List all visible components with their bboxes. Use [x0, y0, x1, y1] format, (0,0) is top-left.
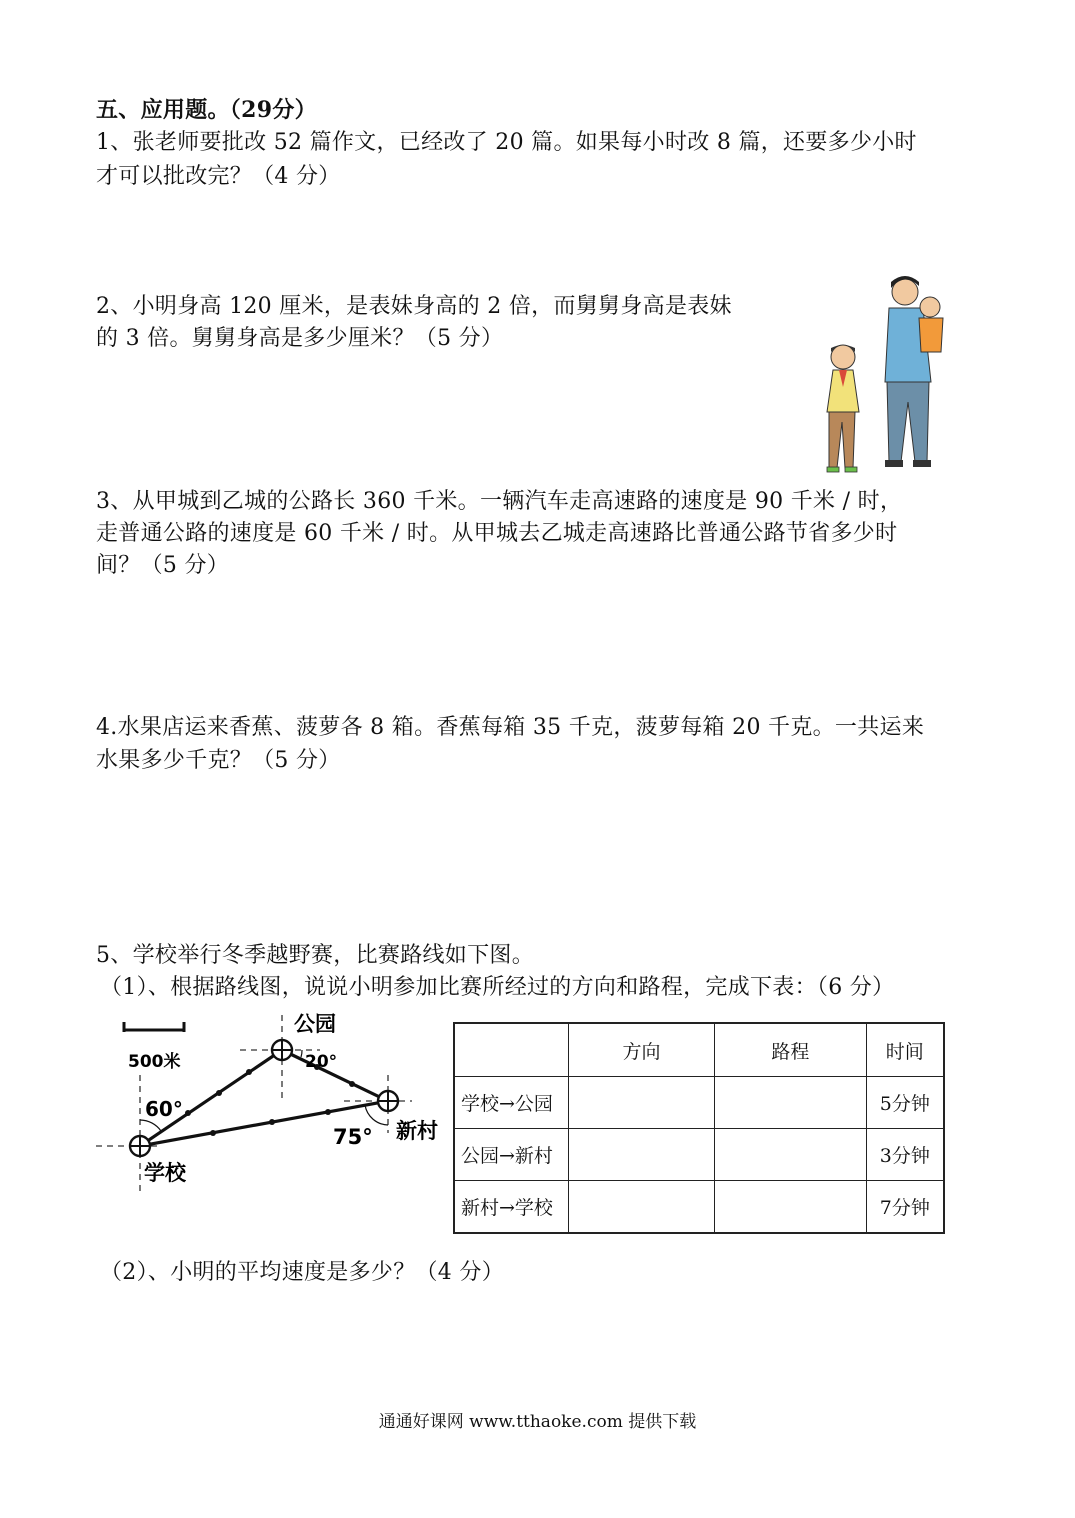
route-cell: 新村→学校 — [454, 1181, 568, 1234]
route-table — [453, 1022, 945, 1234]
problem-5-line-1: 5、学校举行冬季越野赛，比赛路线如下图。 — [96, 943, 534, 968]
table-row — [454, 1129, 944, 1181]
distance-cell[interactable] — [715, 1181, 866, 1234]
table-header-row — [454, 1023, 944, 1077]
place-label-village: 新村 — [396, 1119, 438, 1143]
time-cell: 3分钟 — [866, 1129, 944, 1181]
table-header-time: 时间 — [866, 1023, 944, 1077]
route-cell: 学校→公园 — [454, 1077, 568, 1129]
time-cell: 5分钟 — [866, 1077, 944, 1129]
table-row — [454, 1181, 944, 1234]
boy-figure — [827, 345, 859, 472]
problem-3-line-3: 间？（5 分） — [96, 553, 230, 578]
place-label-park: 公园 — [294, 1012, 336, 1036]
scale-bar — [124, 1022, 184, 1032]
table-header-route — [454, 1023, 568, 1077]
problem-2-line-2: 的 3 倍。舅舅身高是多少厘米？（5 分） — [96, 326, 504, 351]
direction-cell[interactable] — [568, 1077, 714, 1129]
place-label-school: 学校 — [144, 1161, 186, 1185]
angle-label-park: 20° — [305, 1052, 338, 1072]
table-header-distance: 路程 — [715, 1023, 866, 1077]
route-map — [92, 1005, 452, 1205]
problem-3-line-2: 走普通公路的速度是 60 千米 / 时。从甲城去乙城走高速路比普通公路节省多少时 — [96, 521, 898, 546]
route-cell: 公园→新村 — [454, 1129, 568, 1181]
problem-3-line-1: 3、从甲城到乙城的公路长 360 千米。一辆汽车走高速路的速度是 90 千米 / 时， — [96, 489, 903, 514]
time-cell: 7分钟 — [866, 1181, 944, 1234]
table-header-direction: 方向 — [568, 1023, 714, 1077]
section-title: 五、应用题。（29分） — [96, 97, 317, 123]
table-row — [454, 1077, 944, 1129]
page-footer: 通通好课网 www.tthaoke.com 提供下载 — [378, 1412, 697, 1432]
distance-cell[interactable] — [715, 1129, 866, 1181]
uncle-figure — [885, 276, 943, 467]
angle-label-village: 75° — [333, 1125, 373, 1149]
scale-label: 500米 — [128, 1052, 181, 1072]
direction-cell[interactable] — [568, 1181, 714, 1234]
problem-4-line-1: 4.水果店运来香蕉、菠萝各 8 箱。香蕉每箱 35 千克，菠萝每箱 20 千克。一共运来 — [96, 715, 925, 740]
angle-label-school: 60° — [145, 1097, 183, 1121]
problem-1-line-1: 1、张老师要批改 52 篇作文，已经改了 20 篇。如果每小时改 8 篇，还要多少小时 — [96, 130, 917, 155]
problem-1-line-2: 才可以批改完？（4 分） — [96, 164, 341, 189]
problem-5-line-2: （1）、根据路线图，说说小明参加比赛所经过的方向和路程，完成下表：（6 分） — [100, 975, 895, 1000]
sub-question-2: （2）、小明的平均速度是多少？（4 分） — [100, 1260, 504, 1285]
direction-cell[interactable] — [568, 1129, 714, 1181]
distance-cell[interactable] — [715, 1077, 866, 1129]
problem-4-line-2: 水果多少千克？（5 分） — [96, 748, 341, 773]
problem-2-line-1: 2、小明身高 120 厘米，是表妹身高的 2 倍，而舅舅身高是表妹 — [96, 294, 732, 319]
people-illustration — [815, 272, 955, 477]
